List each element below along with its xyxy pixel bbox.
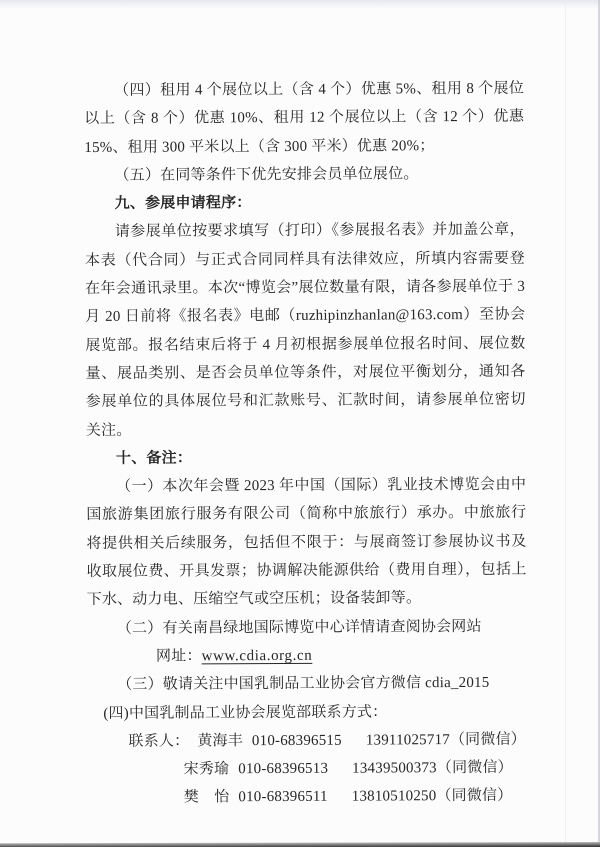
- contact-2-phone: 010-68396513: [238, 760, 329, 778]
- section-9-body: 请参展单位按要求填写（打印）《参展报名表》并加盖公章，本表（代合同）与正式合同同样具有法律效应，所填内容需要登在年会通讯录里。本次“博览会”展位数量有限，请各参展单位于 3 月 20 日前将《报名表》电邮（ruzhipinzhanlan@163.com）至协会展览部。报名结束后将于 4 月初根据参展单位报名时间、展位数量、展品类别、是否会员单位等条件，对展位平衡划分，通知各参展单位的具体展位号和汇款账号、汇款时间，请参展单位密切关注。: [84, 222, 526, 439]
- contact-1-name: 黄海丰: [197, 733, 243, 750]
- contact-3-name: 樊 怡: [183, 789, 230, 806]
- note-3: （三）敬请关注中国乳制品工业协会官方微信 cdia_2015: [117, 675, 490, 694]
- scan-fold-line: [565, 0, 566, 847]
- note-4: (四)中国乳制品工业协会展览部联系方式：: [103, 703, 388, 722]
- contact-2-mobile: 13439500373: [352, 760, 437, 777]
- contact-3-phone: 010-68396511: [238, 789, 328, 806]
- contact-1-phone: 010-68396515: [251, 732, 342, 749]
- scan-edge-top: [0, 0, 600, 9]
- section-10-heading: 十、备注：: [115, 450, 193, 467]
- note-1: （一）本次年会暨 2023 年中国（国际）乳业技术博览会由中国旅游集团旅行服务有限公司（简称中旅旅行）承办。中旅旅行将提供相关后续服务，包括但不限于：与展商签订参展协议书及收取展位费、开具发票；协调解决能源供给（费用自理），包括上下水、动力电、压缩空气或空压机；设备装卸等。: [86, 476, 527, 609]
- contact-3-note: （同微信）: [436, 788, 513, 805]
- contact-3-mobile: 13810510250: [351, 788, 437, 806]
- contact-row-3: [184, 782, 528, 812]
- section-9-heading: 九、参展申请程序：: [114, 195, 252, 213]
- website-url: www.cdia.org.cn: [201, 647, 313, 665]
- website-line: [87, 641, 527, 672]
- contact-1-note: （同微信）: [449, 731, 527, 748]
- website-label: 网址：: [155, 648, 202, 665]
- contact-label: 联系人：: [128, 733, 190, 750]
- contact-row-1: [128, 726, 527, 756]
- contact-2-name: 宋秀瑜: [183, 761, 230, 778]
- document-content: [84, 75, 528, 813]
- discount-clause-4: （四）租用 4 个展位以上（含 4 个）优惠 5%、租用 8 个展位以上（含 8 个）优惠 10%、租用 12 个展位以上（含 12 个）优惠 15%、租用 300 平米以上（含 300 平米）优惠 20%；: [84, 80, 525, 156]
- note-2: （二）有关南昌绿地国际博览中心详情请查阅协会网站: [116, 618, 482, 637]
- contact-row-2: [184, 754, 528, 784]
- scan-edge-bottom: [0, 842, 600, 847]
- discount-clause-5: （五）在同等条件下优先安排会员单位展位。: [114, 166, 419, 184]
- contact-2-note: （同微信）: [436, 759, 513, 777]
- contact-1-mobile: 13911025717: [365, 731, 451, 749]
